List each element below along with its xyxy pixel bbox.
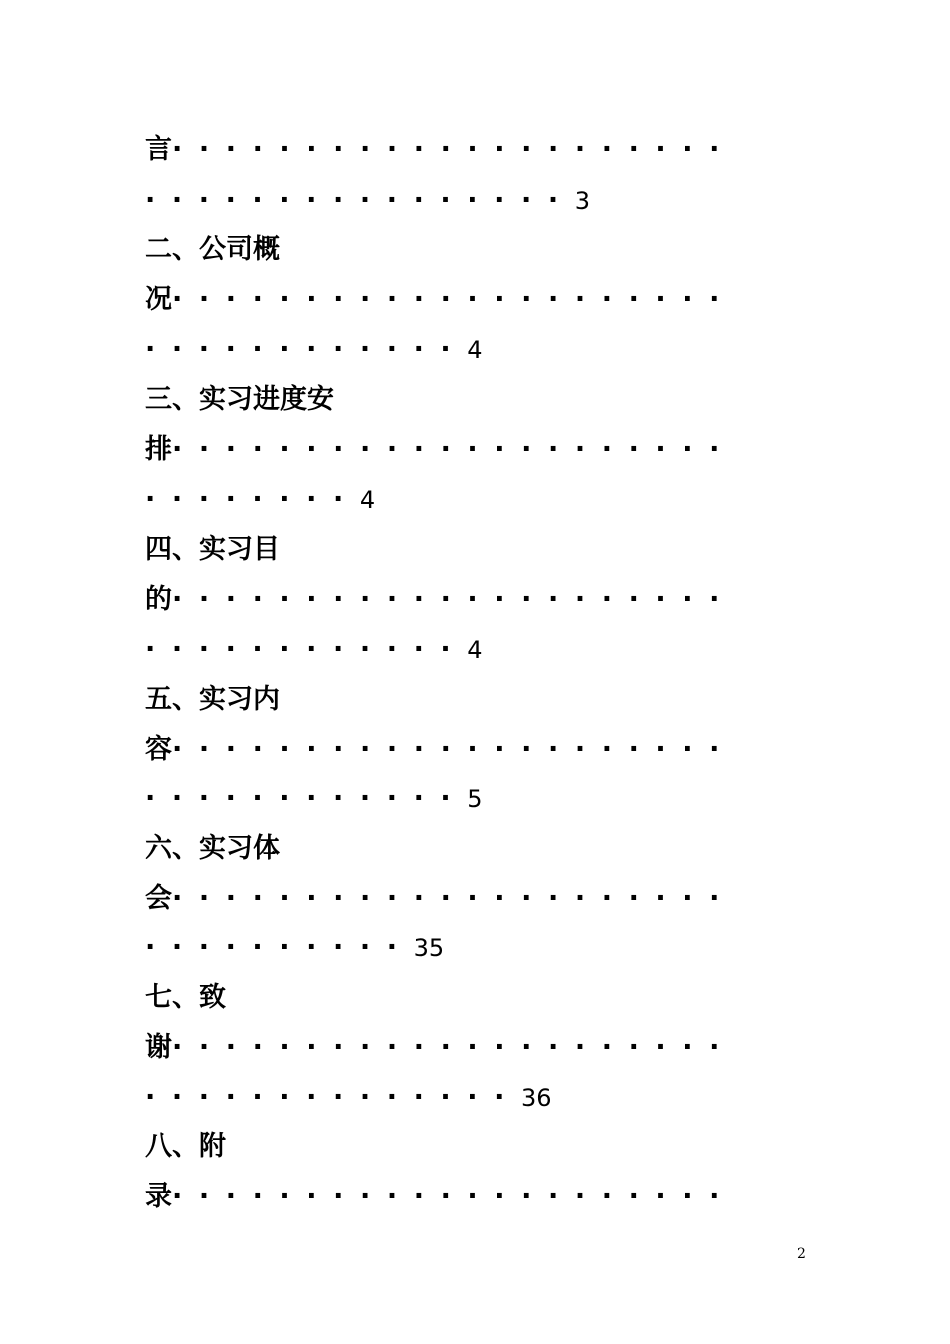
toc-entry-text: 二、公司概 bbox=[145, 234, 280, 265]
toc-page-number: 36 bbox=[521, 1084, 552, 1112]
toc-entry-text: 三、实习进度安 bbox=[145, 384, 334, 415]
toc-line bbox=[145, 280, 736, 320]
toc-line bbox=[145, 580, 736, 620]
toc-page-number: 3 bbox=[574, 187, 590, 215]
toc-entry-text: 言 bbox=[145, 134, 172, 165]
dot-leader: ·········· bbox=[145, 932, 414, 963]
dot-leader: ····················· bbox=[172, 434, 736, 465]
dot-leader: ········ bbox=[145, 484, 360, 515]
dot-leader: ····················· bbox=[172, 284, 736, 315]
toc-line bbox=[145, 730, 736, 770]
toc-page-number: 5 bbox=[467, 785, 483, 813]
toc-entry-text: 四、实习目 bbox=[145, 534, 280, 565]
toc-line bbox=[145, 1127, 226, 1167]
dot-leader: ····················· bbox=[172, 584, 736, 615]
toc-line bbox=[145, 380, 334, 420]
toc-page-number: 4 bbox=[467, 636, 483, 664]
toc-line bbox=[145, 330, 483, 370]
dot-leader: ············ bbox=[145, 334, 468, 365]
toc-line bbox=[145, 1078, 552, 1118]
toc-entry-text: 况 bbox=[145, 284, 172, 315]
toc-entry-text: 六、实习体 bbox=[145, 833, 280, 864]
toc-entry-text: 七、致 bbox=[145, 982, 226, 1013]
toc-line bbox=[145, 181, 590, 221]
toc-entry-text: 会 bbox=[145, 883, 172, 914]
toc-page-number: 4 bbox=[467, 336, 483, 364]
toc-entry-text: 谢 bbox=[145, 1032, 172, 1063]
toc-line bbox=[145, 430, 736, 470]
toc-line bbox=[145, 1177, 736, 1217]
toc-entry-text: 的 bbox=[145, 584, 172, 615]
dot-leader: ············ bbox=[145, 783, 468, 814]
toc-entry-text: 五、实习内 bbox=[145, 684, 280, 715]
dot-leader: ····················· bbox=[172, 883, 736, 914]
toc-line bbox=[145, 680, 280, 720]
dot-leader: ····················· bbox=[172, 734, 736, 765]
toc-line bbox=[145, 829, 280, 869]
dot-leader: ·············· bbox=[145, 1082, 521, 1113]
toc-line bbox=[145, 1028, 736, 1068]
footer-page-number: 2 bbox=[797, 1246, 806, 1262]
toc-entry-text: 排 bbox=[145, 434, 172, 465]
toc-entry-text: 容 bbox=[145, 734, 172, 765]
toc-line bbox=[145, 630, 483, 670]
toc-line bbox=[145, 480, 375, 520]
toc-line bbox=[145, 779, 483, 819]
toc-page-number: 4 bbox=[359, 486, 376, 514]
toc-line bbox=[145, 230, 280, 270]
dot-leader: ····················· bbox=[172, 134, 736, 165]
dot-leader: ············ bbox=[145, 634, 468, 665]
toc-entry-text: 八、附 bbox=[145, 1131, 226, 1162]
dot-leader: ····················· bbox=[172, 1032, 736, 1063]
dot-leader: ····················· bbox=[172, 1181, 736, 1212]
dot-leader: ················ bbox=[145, 185, 575, 216]
toc-line bbox=[145, 928, 444, 968]
toc-entry-text: 录 bbox=[145, 1181, 172, 1212]
toc-page-number: 35 bbox=[413, 934, 445, 962]
toc-line bbox=[145, 130, 736, 170]
toc-line bbox=[145, 978, 226, 1018]
toc-line bbox=[145, 879, 736, 919]
toc-line bbox=[145, 530, 280, 570]
